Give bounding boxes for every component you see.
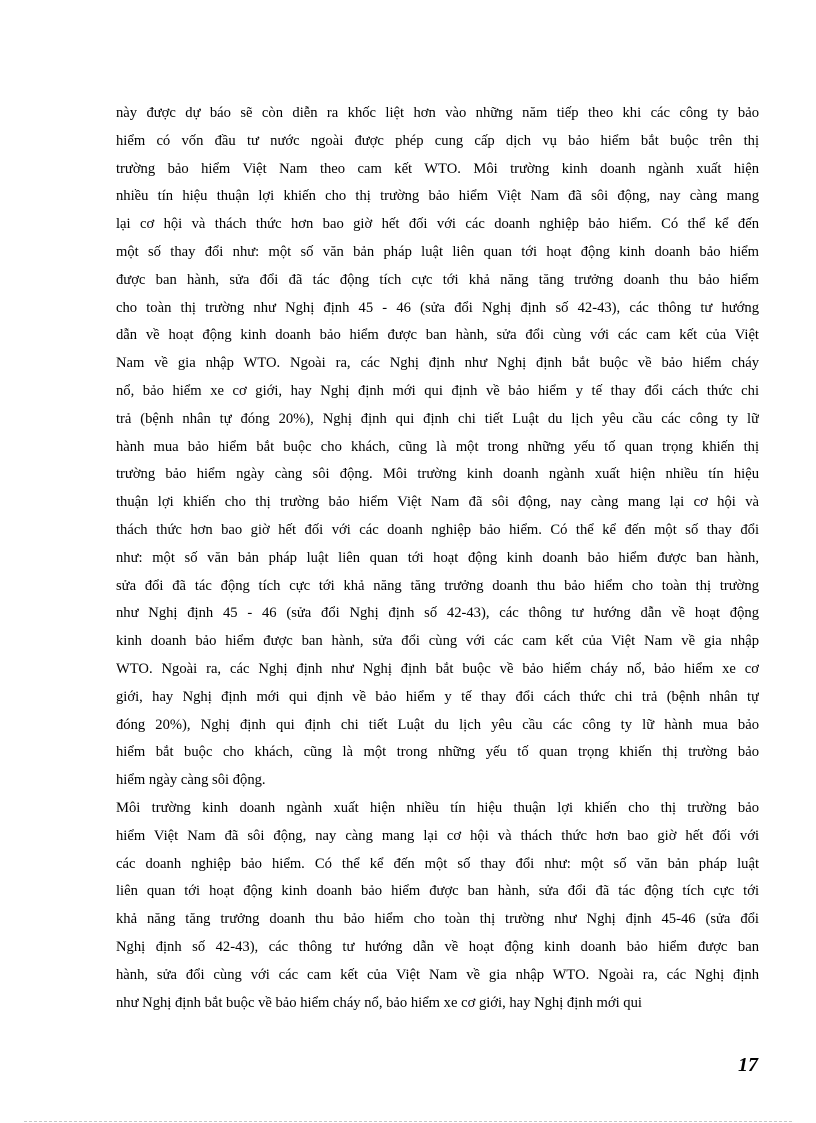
text-line: lại cơ hội và thách thức hơn bao giờ hết đối với các doanh nghiệp bảo hiểm. Có thể kể đến bbox=[116, 216, 759, 233]
text-line: thách thức hơn bao giờ hết đối với các doanh nghiệp bảo hiểm. Có thể kể đến một số thay đổi bbox=[116, 521, 759, 538]
text-line: kinh doanh bảo hiểm được ban hành, sửa đổi cùng với các cam kết của Việt Nam về gia nhập bbox=[116, 633, 759, 650]
text-line: nhiều tín hiệu thuận lợi khiến cho thị trường bảo hiểm Việt Nam đã sôi động, nay càng mang bbox=[116, 188, 759, 205]
text-line: trường bảo hiểm ngày càng sôi động. Môi trường kinh doanh ngành xuất hiện nhiều tín hiệu bbox=[116, 466, 759, 483]
text-line: như: một số văn bản pháp luật liên quan tới hoạt động kinh doanh bảo hiểm được ban hành, bbox=[116, 549, 759, 566]
text-line: giới, hay Nghị định mới qui định về bảo hiểm y tế thay đổi cách thức chi trả (bệnh nhân tự bbox=[116, 688, 759, 705]
text-line: nổ, bảo hiểm xe cơ giới, hay Nghị định mới qui định về bảo hiểm y tế thay đổi cách thức chi bbox=[116, 382, 759, 399]
text-line: khả năng tăng trưởng doanh thu bảo hiểm cho toàn thị trường như Nghị định 45-46 (sửa đổi bbox=[116, 911, 759, 928]
text-line: trả (bệnh nhân tự đóng 20%), Nghị định qui định chi tiết Luật du lịch yêu cầu các công ty lữ bbox=[116, 410, 759, 427]
text-line: Nghị định số 42-43), các thông tư hướng dẫn về hoạt động kinh doanh bảo hiểm được ban bbox=[116, 938, 759, 955]
text-line: thuận lợi khiến cho thị trường bảo hiểm Việt Nam đã sôi động, nay càng mang lại cơ hội và bbox=[116, 494, 759, 511]
text-line: đóng 20%), Nghị định qui định chi tiết Luật du lịch yêu cầu các công ty lữ hành mua bảo bbox=[116, 716, 759, 733]
text-line: hiểm ngày càng sôi động. bbox=[116, 772, 266, 789]
text-line: cho toàn thị trường như Nghị định 45 - 46 (sửa đổi Nghị định số 42-43), các thông tư hướng bbox=[116, 299, 759, 316]
text-line: Môi trường kinh doanh ngành xuất hiện nhiều tín hiệu thuận lợi khiến cho thị trường bảo bbox=[116, 799, 759, 816]
text-line: một số thay đổi như: một số văn bản pháp luật liên quan tới hoạt động kinh doanh bảo hiểm bbox=[116, 243, 759, 260]
text-line: sửa đổi đã tác động tích cực tới khả năng tăng trưởng doanh thu bảo hiểm cho toàn thị trường bbox=[116, 577, 759, 594]
text-line: hành, sửa đổi cùng với các cam kết của Việt Nam về gia nhập WTO. Ngoài ra, các Nghị định bbox=[116, 966, 759, 983]
body-text bbox=[116, 100, 759, 1017]
text-line: như Nghị định 45 - 46 (sửa đổi Nghị định số 42-43), các thông tư hướng dẫn về hoạt động bbox=[116, 605, 759, 622]
text-line: trường bảo hiểm Việt Nam theo cam kết WTO. Môi trường kinh doanh ngành xuất hiện bbox=[116, 160, 759, 177]
text-line: hiểm có vốn đầu tư nước ngoài được phép cung cấp dịch vụ bảo hiểm bắt buộc trên thị bbox=[116, 132, 759, 149]
text-line: WTO. Ngoài ra, các Nghị định như Nghị định bắt buộc về bảo hiểm cháy nổ, bảo hiểm xe cơ bbox=[116, 660, 759, 677]
text-line: hành mua bảo hiểm bắt buộc cho khách, cũng là một trong những yếu tố quan trọng khiến thị bbox=[116, 438, 759, 455]
text-line: các doanh nghiệp bảo hiểm. Có thể kể đến một số thay đổi như: một số văn bản pháp luật bbox=[116, 855, 759, 872]
text-line: hiểm bắt buộc cho khách, cũng là một trong những yếu tố quan trọng khiến thị trường bảo bbox=[116, 744, 759, 761]
text-line: dẫn về hoạt động kinh doanh bảo hiểm được ban hành, sửa đổi cùng với các cam kết của Việt bbox=[116, 327, 759, 344]
text-line: này được dự báo sẽ còn diễn ra khốc liệt hơn vào những năm tiếp theo khi các công ty bảo bbox=[116, 105, 759, 121]
text-line: liên quan tới hoạt động kinh doanh bảo hiểm được ban hành, sửa đổi đã tác động tích cực tới bbox=[116, 883, 759, 900]
text-line: hiểm Việt Nam đã sôi động, nay càng mang lại cơ hội và thách thức hơn bao giờ hết đối với bbox=[116, 827, 759, 844]
text-line: được ban hành, sửa đổi đã tác động tích cực tới khả năng tăng trưởng doanh thu bảo hiểm bbox=[116, 271, 759, 288]
text-line: như Nghị định bắt buộc về bảo hiểm cháy nổ, bảo hiểm xe cơ giới, hay Nghị định mới qui bbox=[116, 994, 642, 1011]
page-bottom-divider bbox=[24, 1121, 792, 1122]
page-number: 17 bbox=[738, 1054, 758, 1076]
text-line: Nam về gia nhập WTO. Ngoài ra, các Nghị định như Nghị định bắt buộc về bảo hiểm cháy bbox=[116, 355, 759, 372]
